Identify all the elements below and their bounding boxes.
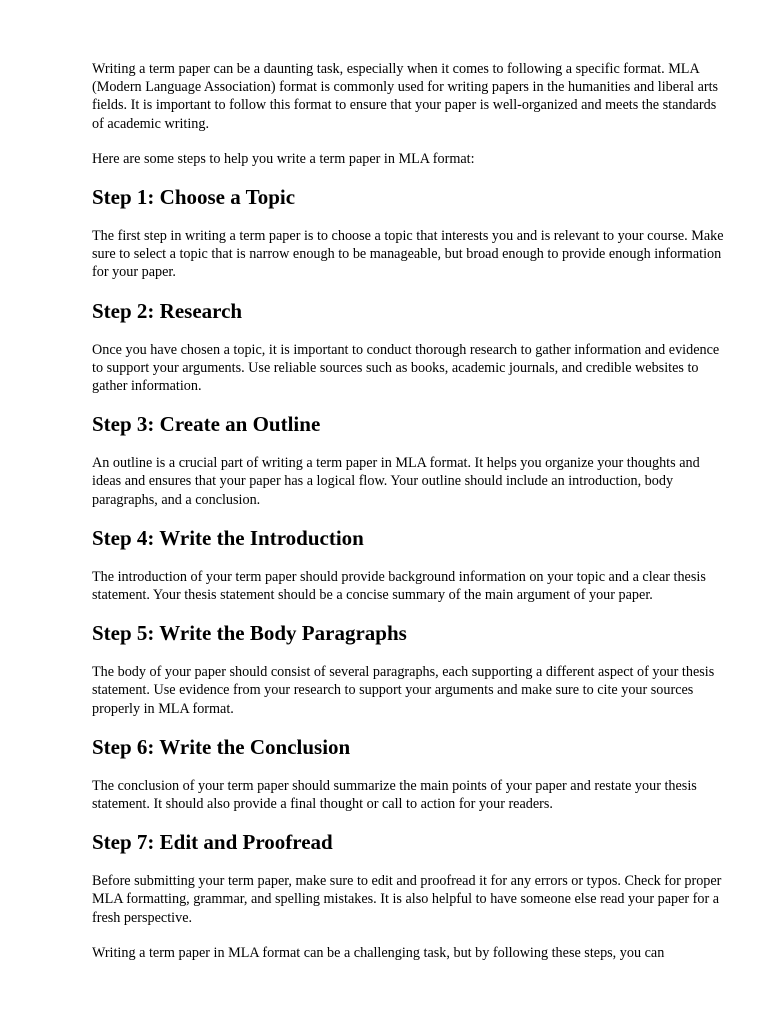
step-5-heading: Step 5: Write the Body Paragraphs (92, 621, 407, 646)
intro-lead-in: Here are some steps to help you write a term paper in MLA format: (92, 150, 475, 167)
step-2-heading: Step 2: Research (92, 298, 243, 323)
step-4-body: The introduction of your term paper should provide background information on your topic and a clear thesis statement. Your thesis statement should be a concise summary of the main argument of your paper. (92, 568, 706, 604)
step-7-heading: Step 7: Edit and Proofread (92, 830, 333, 855)
document-page (92, 60, 728, 979)
step-5-body: The body of your paper should consist of several paragraphs, each supporting a different aspect of your thesis statement. Use evidence from your research to support your arguments and make sure to cite your sources properly in MLA format. (92, 664, 715, 717)
step-6-body: The conclusion of your term paper should summarize the main points of your paper and restate your thesis statement. It should also provide a final thought or call to action for your readers. (92, 777, 697, 813)
step-4-heading: Step 4: Write the Introduction (92, 525, 364, 550)
step-1-heading: Step 1: Choose a Topic (92, 185, 296, 210)
step-3-heading: Step 3: Create an Outline (92, 412, 321, 437)
closing-paragraph: Writing a term paper in MLA format can be a challenging task, but by following these steps, you can (92, 944, 665, 961)
step-6-heading: Step 6: Write the Conclusion (92, 734, 351, 759)
step-2-body: Once you have chosen a topic, it is important to conduct thorough research to gather information and evidence to support your arguments. Use reliable sources such as books, academic journals, and credible websites to gather information. (92, 341, 720, 395)
step-1-body: The first step in writing a term paper is to choose a topic that interests you and is relevant to your course. Make sure to select a topic that is narrow enough to be manageable, but broad enough to provide enough information for your paper. (92, 228, 724, 281)
step-3-body: An outline is a crucial part of writing a term paper in MLA format. It helps you organize your thoughts and ideas and ensures that your paper has a logical flow. Your outline should include an introduction, body paragraphs, and a conclusion. (92, 455, 700, 508)
step-7-body: Before submitting your term paper, make sure to edit and proofread it for any errors or typos. Check for proper MLA formatting, grammar, and spelling mistakes. It is also helpful to have someone else read your paper for a fresh perspective. (92, 873, 722, 926)
intro-paragraph: Writing a term paper can be a daunting task, especially when it comes to following a specific format. MLA (Modern Language Association) format is commonly used for writing papers in the humanities and liberal arts fields. It is important to follow this format to ensure that your paper is well-organized and meets the standards of academic writing. (92, 61, 719, 132)
